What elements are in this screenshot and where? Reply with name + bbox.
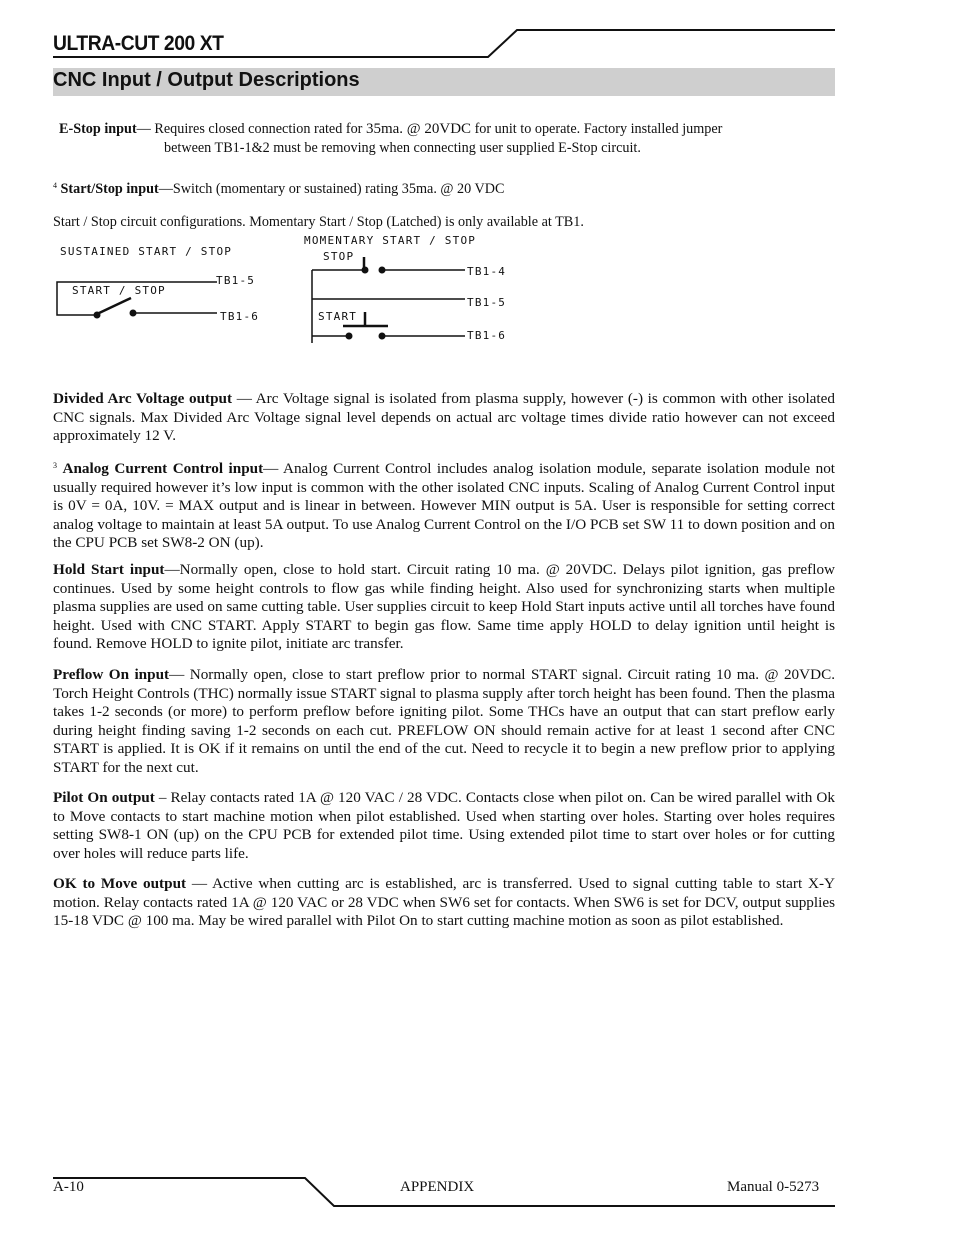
preflow-label: Preflow On input (53, 666, 170, 683)
startstop-label: Start/Stop input (60, 181, 159, 197)
pilot-on-text: – Relay contacts rated 1A @ 120 VAC / 28 VDC. Contacts close when pilot on. Can be wired parallel with Ok to Move contacts to start machine motion when pilot established. Used when starting over holes. Starting over holes requires setting SW8-1 ON (up) on the CPU PCB for extended pilot time. Using extended pilot time to start over holes or for cutting over holes will reduce parts life. (53, 789, 835, 862)
stop-contact-right (379, 267, 386, 274)
hold-start-paragraph (53, 561, 835, 654)
startstop-footnote: 4 (53, 181, 57, 190)
divided-arc-label: Divided Arc Voltage output (53, 390, 233, 407)
hold-start-text: —Normally open, close to hold start. Circuit rating 10 ma. @ 20VDC. Delays pilot ignition, gas preflow continues. Used by some height controls to flow gas while finding height. Also used for synchronizing starts when multiple plasma supplies are used on same cutting table. User supplies circuit to keep Hold Start inputs active until all torches have found height. Used with CNC START. Apply START to begin gas flow. Same time apply HOLD to delay ignition until height is found. Remove HOLD to ignite pilot, initiate arc transfer. (53, 561, 835, 653)
sustained-switch-blade (97, 298, 131, 314)
stop-contact-left (362, 267, 369, 274)
product-title: ULTRA-CUT 200 XT (53, 32, 224, 55)
analog-label: Analog Current Control input (62, 460, 264, 477)
estop-line2: between TB1-1&2 must be removing when connecting user supplied E-Stop circuit. (164, 140, 641, 156)
footer-manual-number: Manual 0-5273 (727, 1179, 820, 1195)
sustained-switch-label: START / STOP (72, 284, 166, 297)
preflow-paragraph (53, 666, 835, 778)
tb5-label: TB1-5 (467, 296, 507, 309)
pilot-on-paragraph (53, 789, 835, 863)
footer-section: APPENDIX (400, 1179, 475, 1195)
footer-page-number: A-10 (53, 1179, 84, 1195)
sustained-contact-right (130, 310, 137, 317)
hold-start-label: Hold Start input (53, 561, 165, 578)
estop-text2: for unit to operate. Factory installed jumper (474, 121, 723, 137)
sustained-contact-left (94, 312, 101, 319)
tb4-label: TB1-4 (467, 265, 507, 278)
estop-line1 (59, 120, 839, 139)
preflow-text: — Normally open, close to start preflow prior to normal START signal. Circuit rating 10 ma. @ 20VDC. Torch Height Controls (THC) normally issue START signal to plasma supply after torch height has been found. Then the plasma takes 1-2 seconds (or more) to perform preflow before igniting pilot. Some THCs have an output that can start preflow early during height finding saving 1-2 seconds on each cut. PREFLOW ON should remain active for at least 1 second after CNC START is applied. It is OK if it remains on until the end of the cut. Need to recycle it to begin a new preflow prior to applying START for the next cut. (53, 666, 836, 776)
sustained-title: SUSTAINED START / STOP (60, 245, 233, 258)
divided-arc-paragraph (53, 390, 835, 446)
analog-footnote: 3 (53, 461, 57, 470)
sustained-tb6-label: TB1-6 (220, 310, 260, 323)
stop-label: STOP (323, 250, 355, 263)
estop-rating: 35ma. @ 20VDC (365, 121, 472, 137)
pilot-on-label: Pilot On output (53, 789, 155, 806)
startstop-config-text: Start / Stop circuit configurations. Momentary Start / Stop (Latched) is only available at TB1. (53, 214, 584, 230)
tb6-label: TB1-6 (467, 329, 507, 342)
ok-to-move-paragraph (53, 875, 835, 931)
section-title: CNC Input / Output Descriptions (53, 69, 360, 91)
start-label: START (318, 310, 358, 323)
ok-to-move-label: OK to Move output (53, 875, 187, 892)
startstop-line (53, 176, 504, 199)
analog-text: — Analog Current Control includes analog isolation module, separate isolation module not usually required however it’s low input is common with the other isolated CNC inputs. Scaling of Analog Current Control input is 0V = 0A, 10V. = MAX output and is linear in between. However MIN output is 5A. User is responsible for setting correct analog voltage to maintain at least 5A output. To use Analog Current Control on the I/O PCB set SW 11 to down position and on the CPU PCB set SW8-2 ON (up). (53, 460, 836, 552)
analog-paragraph (53, 457, 835, 553)
estop-label: E-Stop input (59, 121, 137, 137)
momentary-title: MOMENTARY START / STOP (304, 234, 477, 247)
start-contact-right (379, 333, 386, 340)
startstop-text: —Switch (momentary or sustained) rating 35ma. @ 20 VDC (158, 181, 505, 197)
sustained-tb5-label: TB1-5 (216, 274, 256, 287)
estop-text1: — Requires closed connection rated for (136, 121, 363, 137)
start-contact-left (346, 333, 353, 340)
ok-to-move-text: — Active when cutting arc is established, arc is transferred. Used to signal cutting table to start X-Y motion. Relay contacts rated 1A @ 120 VAC or 28 VDC when SW6 set for contacts. When SW6 is set for DCV, output supplies 15-18 VDC @ 100 ma. May be wired parallel with Pilot On to start cutting machine motion as soon as pilot established. (53, 875, 835, 930)
divided-arc-text: — Arc Voltage signal is isolated from plasma supply, however (-) is common with other isolated CNC signals. Max Divided Arc Voltage signal level depends on actual arc voltage times divide ratio however can not exceed approximately 12 V. (53, 390, 835, 445)
